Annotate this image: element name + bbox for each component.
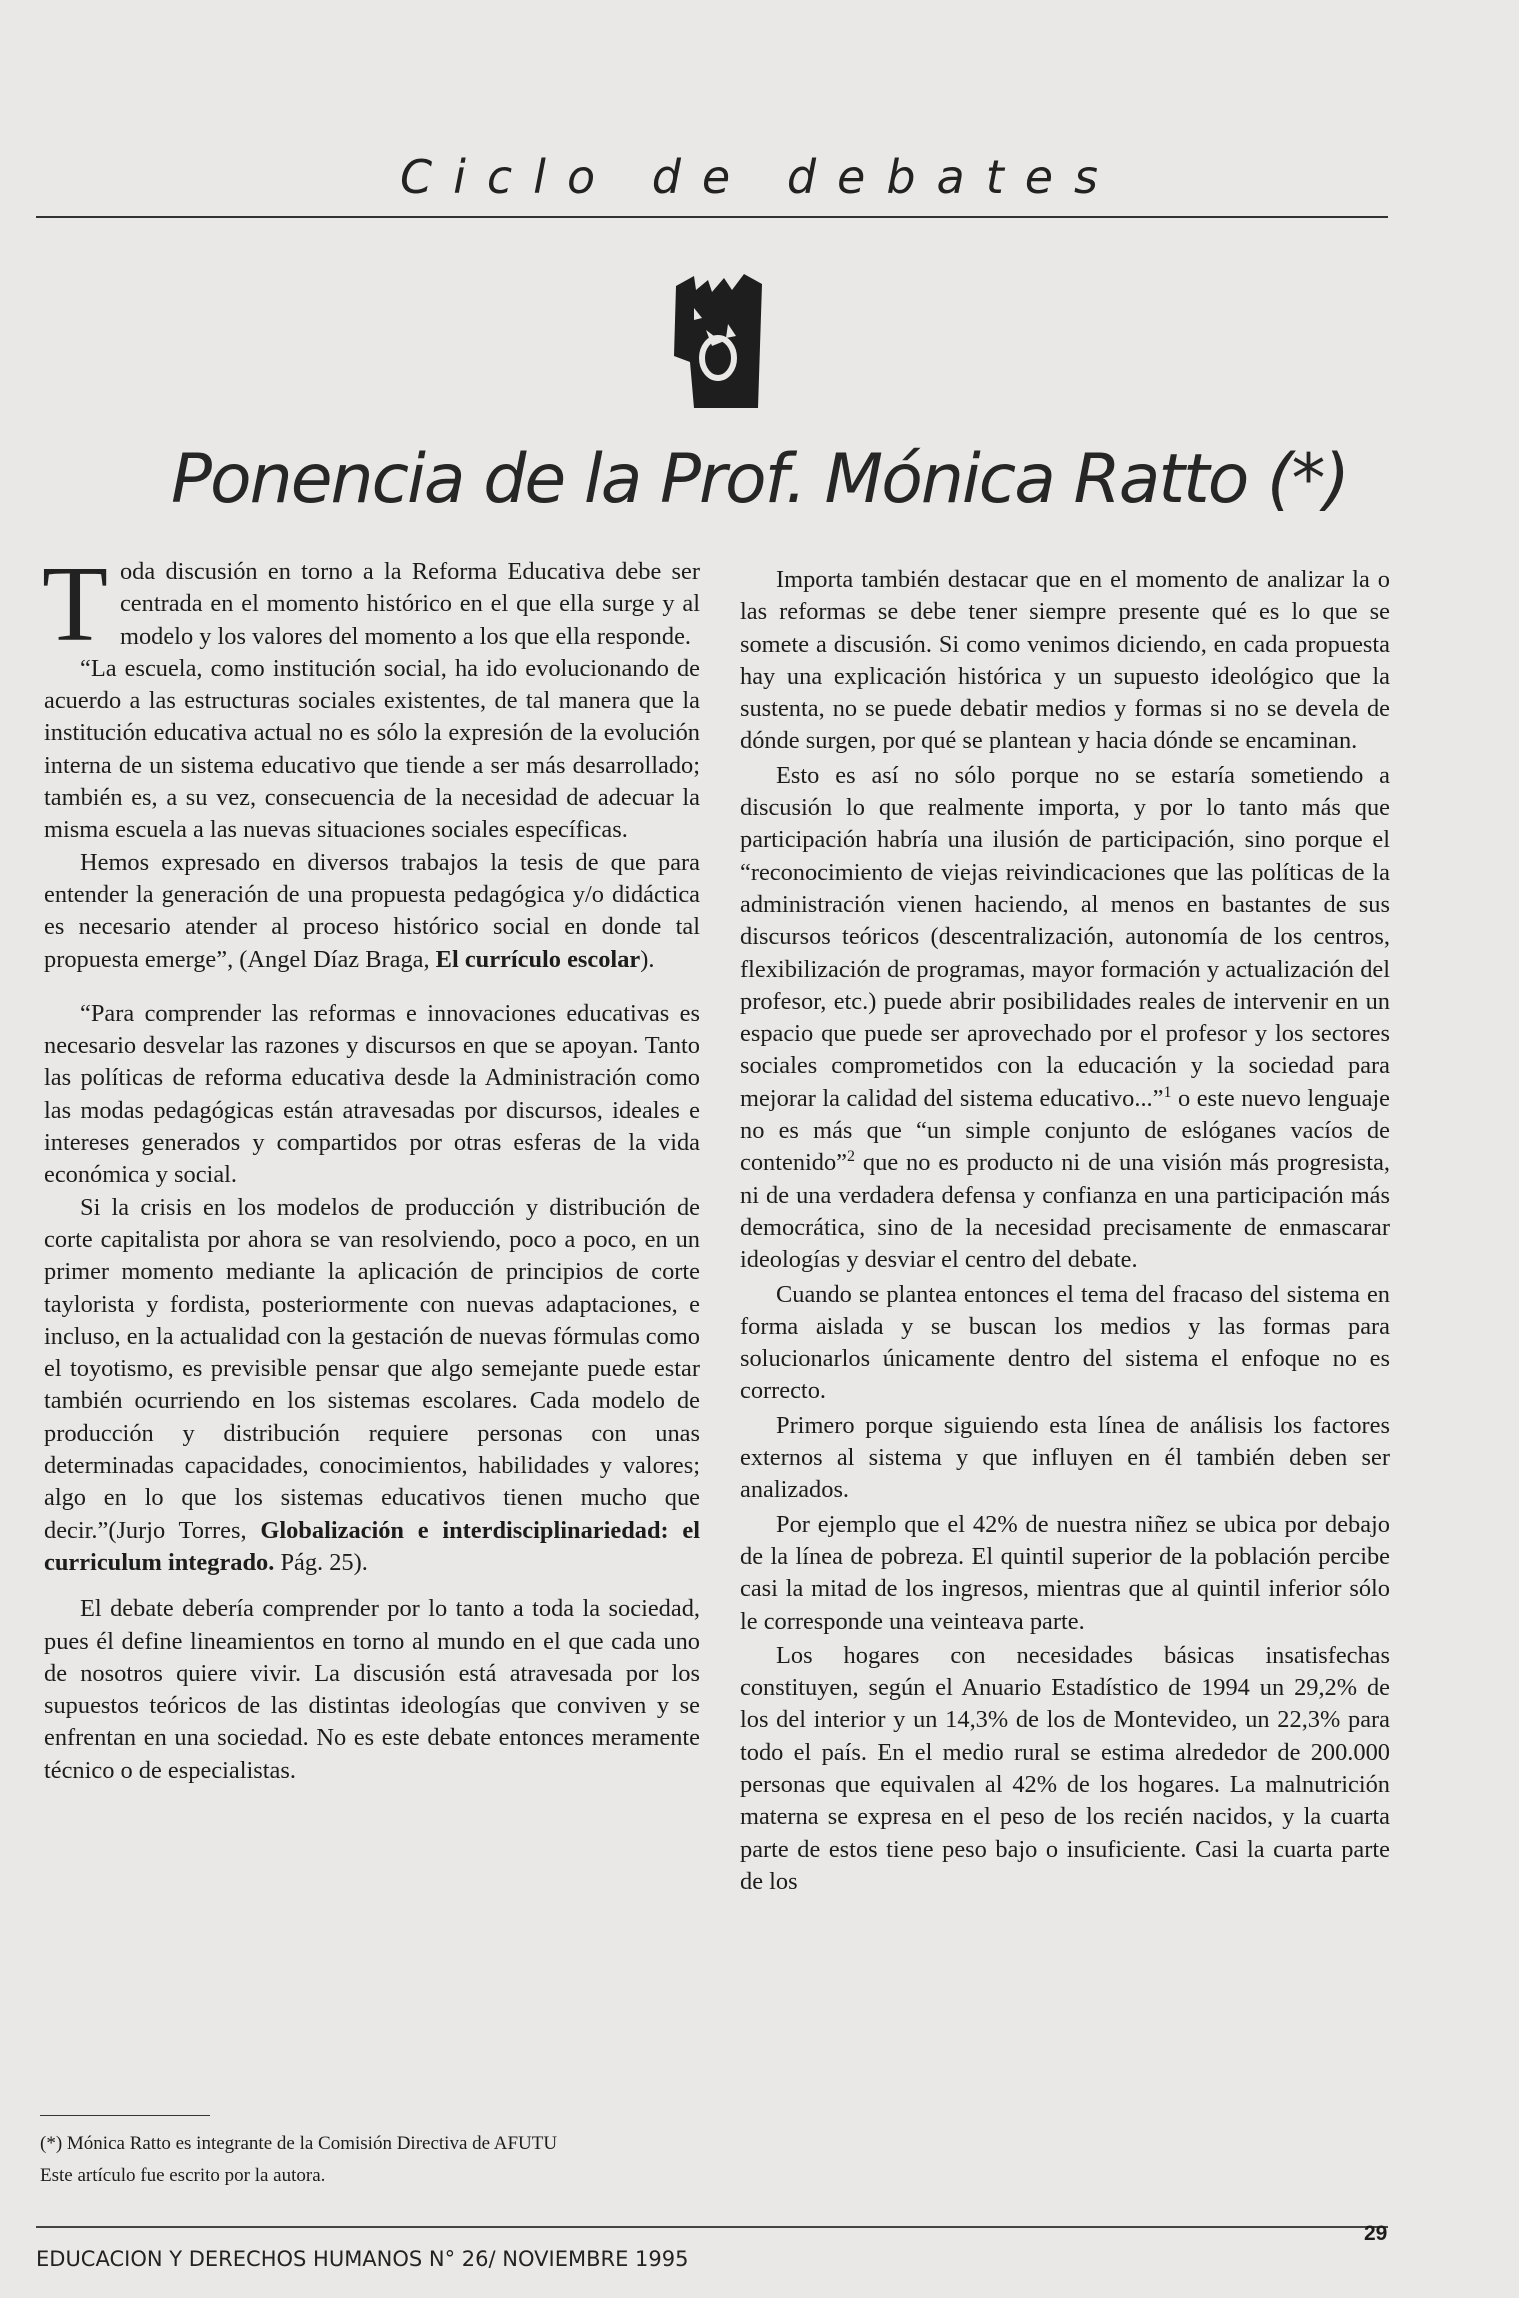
paragraph-text: Pág. 25). bbox=[274, 1548, 368, 1576]
paragraph bbox=[42, 545, 700, 664]
footnote-rule bbox=[40, 2115, 210, 2116]
paragraph: Los hogares con necesidades básicas insatisfechas constituyen, según el Anuario Estadístico de 1994 un 29,2% de los del interior y un 14,3% de los de Montevideo, un 22,3% para todo el país. En el medio rural se estima alrededor de 200.000 personas que equivalen al 42% de los hogares. La malnutrición materna se expresa en el peso de los recién nacidos, y la cuarta parte de estos tiene peso bajo o insuficiente. Casi la cuarta parte de los bbox=[740, 1641, 1390, 1895]
footnote-line: (*) Mónica Ratto es integrante de la Comisión Directiva de AFUTU bbox=[40, 2133, 558, 2154]
paragraph bbox=[44, 1192, 700, 1580]
paragraph: El debate debería comprender por lo tanto a toda la sociedad, pues él define lineamientos en torno al mundo en el que cada uno de nosotros quiere vivir. La discusión está atravesada por los supuestos teóricos de las distintas ideologías que conviven y se enfrentan en una sociedad. No es este debate entonces meramente técnico o de especialistas. bbox=[44, 1595, 700, 1784]
paragraph-text: ). bbox=[640, 945, 655, 973]
book-title: El currículo escolar bbox=[435, 945, 641, 973]
section-header: Ciclo de debates bbox=[399, 150, 1120, 204]
paragraph-text: que no es producto ni de una visión más progresista, ni de una verdadera defensa y confianza en una participación más democrática, sino de la necesidad precisamente de enmascarar ideologías y desviar el centro del debate. bbox=[740, 1149, 1390, 1274]
paragraph: Por ejemplo que el 42% de nuestra niñez se ubica por debajo de la línea de pobreza. El quintil superior de la población percibe casi la mitad de los ingresos, mientras que al quintil inferior sólo le corresponde una veinteava parte. bbox=[740, 1510, 1390, 1635]
debate-logo-icon bbox=[672, 272, 766, 408]
header-rule bbox=[36, 216, 1388, 218]
footnote bbox=[40, 2128, 720, 2192]
paragraph: Cuando se plantea entonces el tema del fracaso del sistema en forma aislada y se buscan los medios y las formas para solucionarlos únicamente dentro del sistema el enfoque no es correcto. bbox=[740, 1280, 1390, 1405]
right-column bbox=[740, 564, 1390, 1898]
paragraph: “Para comprender las reformas e innovaciones educativas es necesario desvelar las razones y discursos en que se apoyan. Tanto las políticas de reforma educativa desde la Administración como las modas pedagógicas están atravesadas por discursos, ideales e intereses generados y compartidos por otras esferas de la vida económica y social. bbox=[44, 999, 700, 1189]
paragraph-text: Si la crisis en los modelos de producción y distribución de corte capitalista por ahora se van resolviendo, poco a poco, en un primer momento mediante la aplicación de principios de corte taylorista y fordista, posteriormente con nuevas adaptaciones, e incluso, en la actualidad con la gestación de nuevas fórmulas como el toyotismo, es previsible pensar que algo semejante puede estar también ocurriendo en los sistemas escolares. Cada modelo de producción y distribución requiere personas con unas determinadas capacidades, conocimientos, habilidades y valores; algo en lo que los sistemas educativos tienen mucho que decir.”(Jurjo Torres, bbox=[44, 1193, 700, 1544]
article-title: Ponencia de la Prof. Mónica Ratto (*) bbox=[171, 440, 1348, 519]
footer-rule bbox=[36, 2226, 1388, 2228]
paragraph-text: Hemos expresado en diversos trabajos la tesis de que para entender la generación de una propuesta pedagógica y/o didáctica es necesario atender al proceso histórico social en donde tal propuesta emerge”, (Angel Díaz Braga, bbox=[44, 848, 700, 973]
footnote-ref: 1 bbox=[1163, 1083, 1172, 1101]
paragraph: “La escuela, como institución social, ha ido evolucionando de acuerdo a las estructuras sociales existentes, de tal manera que la institución educativa actual no es sólo la expresión de la evolución interna de un sistema educativo que tiende a ser más desarrollado; también es, a su vez, consecuencia de la necesidad de adecuar la misma escuela a las nuevas situaciones sociales específicas. bbox=[44, 654, 700, 844]
publication-footer: EDUCACION Y DERECHOS HUMANOS N° 26/ NOVIEMBRE 1995 bbox=[36, 2247, 689, 2271]
footnote-line: Este artículo fue escrito por la autora. bbox=[40, 2165, 326, 2186]
paragraph bbox=[44, 847, 700, 976]
book-title: Globalización e interdisciplinariedad: el curriculum integrado. bbox=[44, 1516, 701, 1576]
paragraph bbox=[740, 760, 1390, 1277]
paragraph-text: Esto es así no sólo porque no se estaría sometiendo a discusión lo que realmente importa, y por lo tanto más que participación habría una ilusión de participación, sino porque el “reconocimiento de viejas reivindicaciones que las políticas de la administración vienen haciendo, al menos en bastantes de sus discursos teóricos (descentralización, autonomía de los centros, flexibilización de programas, mayor formación y actualización del profesor, etc.) puede abrir posibilidades reales de intervenir en un espacio que puede ser aprovechado por el profesor y los sectores sociales comprometidos con la educación y la sociedad para mejorar la calidad del sistema educativo...” bbox=[740, 761, 1390, 1112]
paragraph: Primero porque siguiendo esta línea de análisis los factores externos al sistema y que influyen en él también deben ser analizados. bbox=[740, 1411, 1390, 1504]
footnote-ref: 2 bbox=[847, 1148, 856, 1166]
paragraph: Importa también destacar que en el momento de analizar la o las reformas se debe tener siempre presente qué es lo que se somete a discusión. Si como venimos diciendo, en cada propuesta hay una explicación histórica y un supuesto ideológico que la sustenta, no se puede debatir medios y formas si no se devela de dónde surgen, por qué se plantean y hacia dónde se encaminan. bbox=[740, 566, 1390, 755]
left-column bbox=[42, 545, 701, 1787]
paragraph-text: oda discusión en torno a la Reforma Educativa debe ser centrada en el momento histórico en el que ella surge y al modelo y los valores del momento a los que ella responde. bbox=[119, 558, 700, 650]
drop-cap: T bbox=[42, 545, 108, 664]
paragraph-text: o este nuevo lenguaje no es más que “un simple conjunto de eslóganes vacíos de contenido” bbox=[740, 1084, 1390, 1177]
page-number: 29 bbox=[1364, 2222, 1388, 2245]
